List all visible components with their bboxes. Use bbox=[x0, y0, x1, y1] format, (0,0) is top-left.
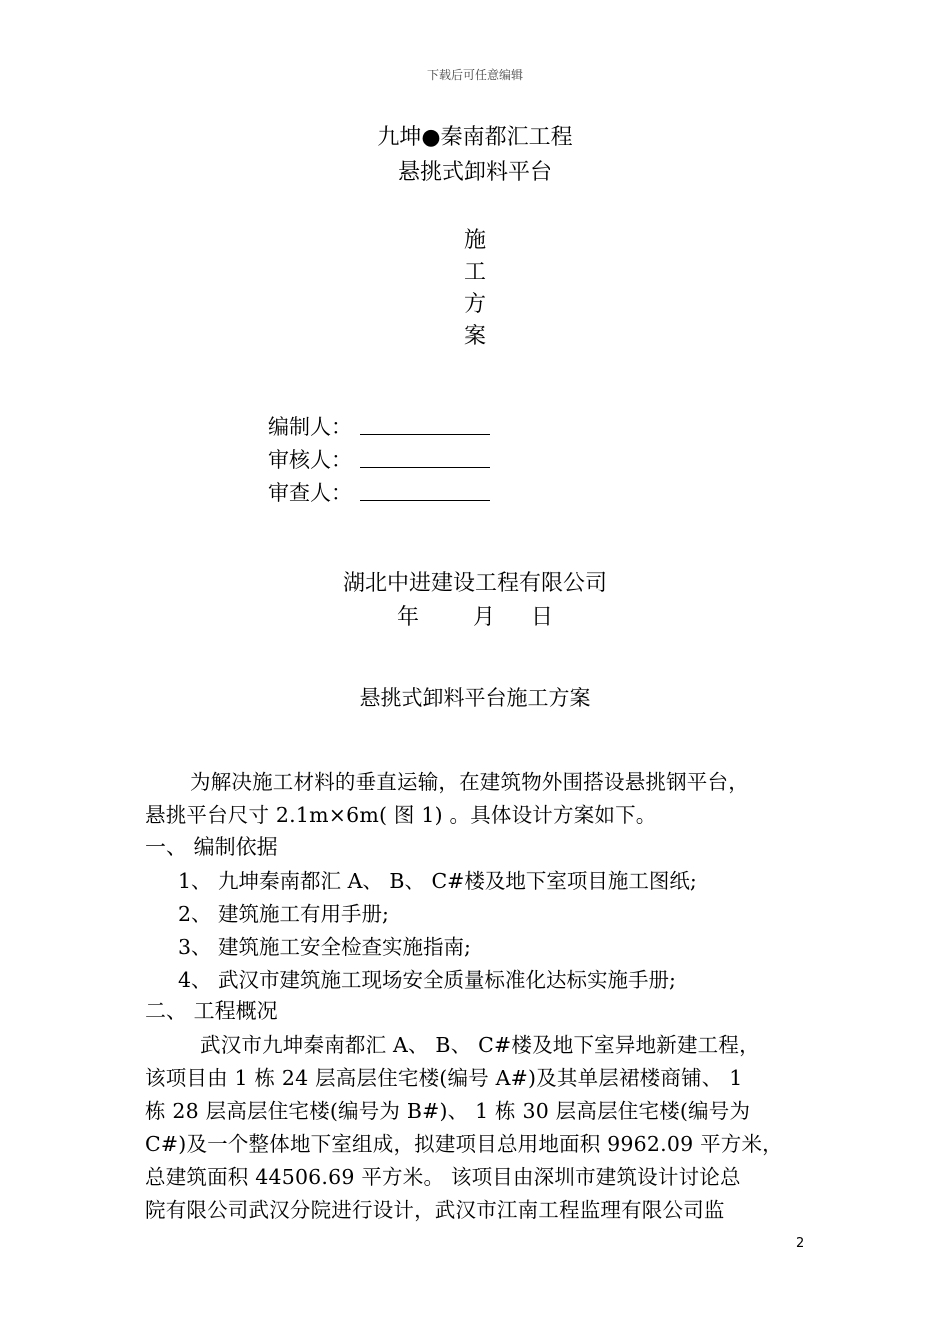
section2-line-5: 总建筑面积 44506.69 平方米。 该项目由深圳市建筑设计讨论总 bbox=[145, 1165, 741, 1189]
vertical-char-3: 方 bbox=[463, 292, 486, 317]
body-title: 悬挑式卸料平台施工方案 bbox=[359, 686, 591, 710]
date-row bbox=[0, 600, 950, 631]
section2-line-1: 武汉市九坤秦南都汇 A、 B、 C#楼及地下室异地新建工程， bbox=[200, 1033, 760, 1057]
section2-line-6: 院有限公司武汉分院进行设计，武汉市江南工程监理有限公司监 bbox=[145, 1198, 725, 1222]
intro-line-2: 悬挑平台尺寸 2.1m×6m( 图 1) 。具体设计方案如下。 bbox=[145, 803, 657, 827]
section2-line-2: 该项目由 1 栋 24 层高层住宅楼(编号 A#)及其单层裙楼商铺、 1 bbox=[145, 1066, 743, 1090]
signature-line-compiler bbox=[360, 433, 490, 435]
signature-label-reviewer: 审核人： bbox=[268, 448, 352, 472]
vertical-char-4: 案 bbox=[463, 324, 486, 349]
signature-label-compiler: 编制人： bbox=[268, 415, 352, 439]
signature-line-reviewer bbox=[360, 466, 490, 468]
date-month: 月 bbox=[472, 605, 495, 630]
intro-line-1: 为解决施工材料的垂直运输，在建筑物外围搭设悬挑钢平台， bbox=[190, 770, 749, 794]
vertical-char-2: 工 bbox=[463, 260, 486, 285]
signature-label-inspector: 审查人： bbox=[268, 481, 352, 505]
cover-title-line1: 九坤●秦南都汇工程 bbox=[377, 125, 573, 150]
date-year: 年 bbox=[396, 605, 419, 630]
page-number: 2 bbox=[796, 1236, 805, 1251]
section2-line-4: C#)及一个整体地下室组成，拟建项目总用地面积 9962.09 平方米， bbox=[145, 1132, 783, 1156]
cover-title-line2: 悬挑式卸料平台 bbox=[397, 160, 552, 185]
section1-heading: 一、 编制依据 bbox=[145, 835, 278, 859]
vertical-char-1: 施 bbox=[463, 228, 486, 253]
section2-line-3: 栋 28 层高层住宅楼(编号为 B#)、 1 栋 30 层高层住宅楼(编号为 bbox=[145, 1099, 751, 1123]
section2-heading: 二、 工程概况 bbox=[145, 999, 278, 1023]
section1-item-1: 1、 九坤秦南都汇 A、 B、 C#楼及地下室项目施工图纸; bbox=[178, 869, 697, 893]
section1-item-3: 3、 建筑施工安全检查实施指南; bbox=[178, 935, 471, 959]
company-name: 湖北中进建设工程有限公司 bbox=[342, 571, 607, 596]
signature-line-inspector bbox=[360, 499, 490, 501]
section1-item-4: 4、 武汉市建筑施工现场安全质量标准化达标实施手册; bbox=[178, 968, 676, 992]
section1-item-2: 2、 建筑施工有用手册; bbox=[178, 902, 389, 926]
header-note: 下载后可任意编辑 bbox=[426, 68, 523, 82]
date-day: 日 bbox=[531, 605, 554, 630]
